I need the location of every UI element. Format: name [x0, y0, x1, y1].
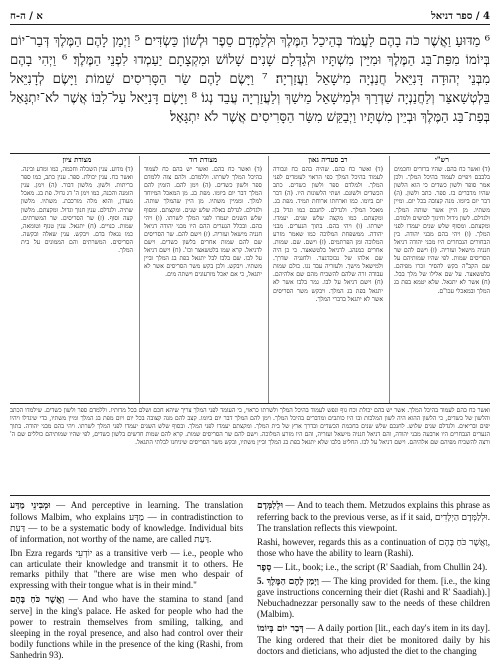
commentary-body: (ד) ואשר כח בהם. שהיה בהם כח וגבורה לעמוד בהיכל המלך כפי הראוי לעומדים לפני המלך. ולמלדם ספר ולשון כשדים. כתב הכשדים ולשונם. ושתי הלשונות היו. (ה) דבר יום ביומו. כמו וארחתו ארוחת תמיד. מפת בג. מאכל המלך. ולגדלם. לחנכם כמו וגדל בן. ומקצתם. כמו מקצה שלש שנים. יעמדו. ישרתו. (ו) ויהי בהם. בתוך הנערים. מבני יהודה. ממשפחת המלוכה כמו שאמר מזרע המלוכה ומן הפרתמים. (ז) וישם. שם. שמות. אחרים כמנהג. לדניאל בלטשאצר. כי כן היה שם אלהו של נבוכדנצר. ולחנניה שדרך. ולמישאל מישך. ולעזריה עבד נגו. כולם שמות עבודה זרה שלהם להשכיח מהם שם אלהיהם. (ח) וישם דניאל על לבו. גמר בלבו אשר לא יתגאל בפת בג המלך. ויבקש משר הסריסים אשר לא יתגאל בדברי המלך.: [273, 166, 383, 303]
commentary-title: רש"י: [435, 155, 449, 164]
hebrew-lemma: וּמְבִינֵי מַדָּע: [10, 501, 51, 511]
english-text: Rashi, however, regards this as a continuation of וַאֲשֶׁר כֹּחַ בָּהֶם, those who have the ability to learn (Rashi).: [257, 536, 490, 558]
english-paragraph: [257, 576, 490, 620]
commentary-rashi: [389, 156, 490, 403]
english-paragraph: [10, 548, 243, 592]
commentary-columns: [10, 156, 490, 404]
commentary-body: (ד) ואשר כח בהם. ואשר יש בהם כח לעמוד בהיכל המלך לשרתו. וללמדם. ולהם צוה ללמדם ספר ולשון כשדים. (ה) וימן להם. הזמין להם המלך דבר יום ביומו. מפת בג. מן המאכל המיוחד למלך. וממיין משתיו. מן היין שהמלך שותה. ולגדלם. לגדלם באלה שלש שנים. ומקצתם. ומסוף שלש השנים יעמדו לפני המלך לשרתו. (ו) ויהי בהם. ובכלל הנערים ההם היו מבני יהודה דניאל חנניה מישאל ועזריה. (ז) וישם להם. שר הסריסים שם להם שמות אחרים בלשון כשדים. וישם לדניאל. קרא שמו בלטשאצר וכו'. (ח) וישם דניאל על לבו. שם בלבו לבל יתגאל בפת בג המלך וביין משתיו. ויבקש. ולכן בקש משר הסריסים אשר לא יתגאל, כי אם יאכל מזרעונים וישתה מים.: [144, 166, 262, 279]
english-paragraph: [257, 537, 490, 559]
english-column-left: [10, 500, 243, 660]
header-chapter-ref: א / ה-ח: [10, 11, 43, 22]
hebrew-lemma: סֵפֶר: [257, 562, 272, 573]
english-text: — And to teach them. Metzudos explains this phrase as referring back to the previous verse, as if it said, וּלְלַמְּדָם הַיְלָדִים. The translation reflects this viewpoint.: [257, 500, 490, 533]
english-text: — Lit., book; i.e., the script (R' Saadiah, from Chullin 24).: [271, 561, 488, 572]
commentary-body: (ד) מדוע. ענין השכלה וחכמה, כמו ומדע ובינה. ואשר כח. ענין יכולת. ספר. ענין כתב, כמו ספר כריתות. ולשון. מלשון דבור. (ה) וימן. ענין הזמנה והכנה, כמו וימן ה' דג גדול. פת בג. מאכל מעודן, והוא מלה מורכבת. משתיו. מלשון שתיה. ולגדלם. ענין חנוך וגדול. ומקצתם. מלשון קצה וסוף. (ז) שר הסריסים. שר המשרתים. שמות. כנויים. (ח) יתגאל. ענין טנוף וטומאה, כמו נגאלו בדם. ויבקש. ענין שאלה ובקשה. הסריסים. המשרתים והם הממונים על בית המלך.: [21, 166, 133, 255]
hebrew-lemma: 5. וַיְמַן לָהֶם הַמֶּלֶךְ: [257, 576, 319, 587]
commentary-saadiah: [268, 156, 383, 403]
english-text: — A daily portion [lit., each day's item in its day]. The king ordered that their diet be monitored daily by his doctors and dieticians, who adjusted the diet to the changing: [257, 623, 490, 656]
english-text: Ibn Ezra regards יוֹדְעֵי as a transitive verb — i.e., people who can articulate their knowledge and transmit it to others. He remarks pithily that "there are wise men who despair of expressing with their tongue what is in their mind.": [10, 547, 243, 591]
commentary-title: מצודת דוד: [188, 155, 218, 164]
commentary-title: מצודת ציון: [62, 155, 92, 164]
hebrew-lemma: דְּבַר יוֹם בְּיוֹמוֹ: [257, 624, 304, 635]
commentary-metzudas-tzion: [21, 156, 133, 403]
english-text: — The king provided for them. [i.e., the king gave instructions concerning their diet (Rashi and R' Saadiah).] Nebuchadnezzar personally saw to the needs of these children (Malbim).: [257, 576, 491, 620]
header-book-title: 4 / ספר דניאל: [431, 11, 490, 22]
page-header: [10, 6, 490, 25]
english-commentary: [10, 500, 491, 660]
hebrew-lemma: וּלְלַמְּדָם: [257, 501, 284, 511]
commentary-metzudas-dovid: [139, 156, 262, 403]
divider: [10, 153, 490, 154]
english-text: — And perceptive in learning. The translation follows Malbim, who explains מַדָּע — in contradistinction to דַּעַת — to be a systematic body of knowledge. Individual bits of information, not worthy of the name, are called דַּעַת.: [10, 500, 243, 544]
hebrew-lemma: וַאֲשֶׁר כֹּחַ בָּהֶם: [10, 595, 65, 606]
verse-text: ⁶ מַדּוּעַ וַאֲשֶׁר כֹּה בָהֶם לַעֲמֹד בְּהֵיכַל הַמֶּלֶךְ וּלְלַמְּדָם סֵפֶר וּלְשׁוֹן כַּשְׂדִּים׃ ⁵ וַיְמַן לָהֶם הַמֶּלֶךְ דְּבַר־יוֹם בְּיוֹמוֹ מִפַּת־בַּג הַמֶּלֶךְ וּמִיֵּין מִשְׁתָּיו וּלְגַדְּלָם שָׁנִים שָׁלוֹשׁ וּמִקְצָתָם יַעַמְדוּ לִפְנֵי הַמֶּלֶךְ׃ ⁶ וַיְהִי בָהֶם מִבְּנֵי יְהוּדָה דָּנִיֵּאל חֲנַנְיָה מִישָׁאֵל וַעֲזַרְיָה׃ ⁷ וַיָּשֶׂם לָהֶם שַׂר הַסָּרִיסִים שֵׁמוֹת וַיָּשֶׂם לְדָנִיֵּאל בֵּלְטְשַׁאצַּר וְלַחֲנַנְיָה שַׁדְרַךְ וּלְמִישָׁאֵל מֵישַׁךְ וְלַעֲזַרְיָה עֲבֵד נְגוֹ׃ ⁸ וַיָּשֶׂם דָּנִיֵּאל עַל־לִבּוֹ אֲשֶׁר לֹא־יִתְגָּאַל בְּפַת־בַּג הַמֶּלֶךְ וּבְיֵין מִשְׁתָּיו וַיְבַקֵּשׁ מִשַּׂר הַסָּרִיסִים אֲשֶׁר לֹא יִתְגָּאָל׃: [10, 34, 491, 125]
english-paragraph: [257, 562, 490, 574]
english-paragraph: [10, 500, 243, 545]
english-paragraph: [10, 594, 243, 660]
commentary-body: (ד) ואשר כח בהם. שהיו ברורים וחכמים בלבבם ויפיים לעמוד בהיכל המלך. ולכן אמר סופר ולשון כשדים כי הוא הלשון שהיו מדברים בו. ספר. כתב ולשון. (ה) דבר יום ביומו. מנה קצובה בכל יום. ומיין משתיו. מן היין אשר שותה המלך. ולגדלם. לשון גידול וחינוך לבושים ולמדם. ומקצתם. ומסוף שלש שנים יעמדו לפני המלך. (ו) ויהי בהם מבני יהודה. בין הבחורים הנבחרים היו מבני יהודה דניאל חנניה מישאל ועזריה. (ז) וישם להם שר הסריסים שמות. לפי שהיו שמותיהם על שם הקב"ה בקש להסיר זכרו מפיהם. בלטשאצר. על שם אלילו של מלך בבל. (ח) אשר לא יתגאל. שלא יטמא בפת בג המלך ובמאכלי עכו"ם.: [394, 166, 490, 295]
commentary-title: רב סעדיה גאון: [308, 155, 348, 164]
english-column-right: [257, 500, 491, 656]
english-paragraph: [257, 500, 490, 534]
wide-commentary: ואשר כח בהם לעמוד בהיכל המלך. אשר יש בהם יכולת וכח גוף ונפש לעמוד בהיכל המלך ולשרתו כראוי, כי העומד לפני המלך צריך שיהא חכם ושלם בכל מדותיו. וללמדם ספר ולשון כשדים. שילמדו הכתב והלשון של כשדים, כי הלשון ההוא היה לשון המלכות ובו היו כותבים ומדברים בהיכל המלך. וימן להם המלך דבר יום ביומו. קצב להם מנה קצובה בכל יום ויום מפת בג המלך ומיין משתיו, כדי שיגדלו ויהיו יפים ובריאים. ולגדלם שנים שלוש. לחנכם שלש שנים בחכמת הכשדים ובדרך ארץ של בית המלך. ומקצתם יעמדו לפני המלך. ובסוף שלש השנים יעמדו לפני המלך לשרתו. ויהי בהם מבני יהודה. בתוך הנערים הנבחרים היו ארבעה מבני יהודה, והם דניאל חנניה מישאל ועזריה, והם היו מזרע המלוכה. וישם להם שר הסריסים שמות. קרא להם שמות חדשים בלשון כשדים, לפי שהיו שמותיהם כוללים שם ה' ורצה להשכיח מפיהם שם אלהיהם. וישם דניאל על לבו. החליט בלבו שלא יתגאל בפת בג המלך וביין משתיו, ובקש משר הסריסים שיניחנו לבלתי התגאל.: [10, 407, 490, 496]
english-paragraph: [257, 623, 490, 657]
english-text: — And who have the stamina to stand [and serve] in the king's palace. He asked for people who had the power to restrain themselves from smiling, talking, and sleeping in the royal presence, and also had control over their bodily functions while in the presence of the king (Rashi, from Sanhedrin 93).: [10, 594, 243, 660]
